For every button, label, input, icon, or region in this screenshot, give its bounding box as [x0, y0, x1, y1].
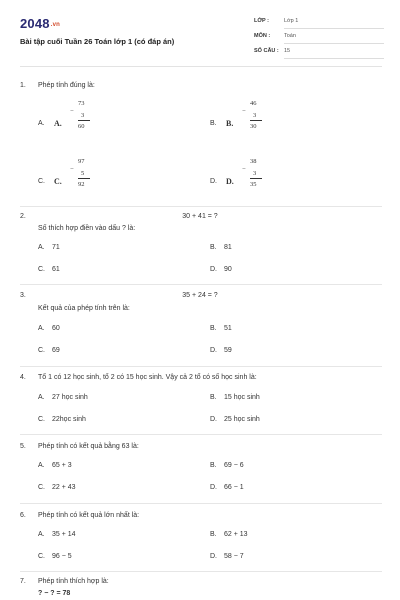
option-c[interactable]: [38, 553, 72, 560]
document-title: Bài tập cuối Tuần 26 Toán lớp 1 (có đáp án): [20, 37, 175, 46]
option-value: 22học sinh: [52, 416, 86, 423]
option-value: 96 − 5: [52, 553, 72, 560]
option-c[interactable]: [38, 266, 60, 273]
top-number: 73: [78, 100, 85, 107]
option-letter: D.: [210, 416, 217, 423]
option-d[interactable]: [210, 484, 244, 491]
option-b[interactable]: [210, 462, 244, 469]
question-expression: ? − ? = 78: [38, 590, 71, 597]
option-b[interactable]: [210, 244, 232, 251]
option-letter: A.: [38, 531, 45, 538]
option-value: 58 − 7: [224, 553, 244, 560]
question-count-field: [254, 46, 384, 58]
minus-sign: −: [242, 108, 246, 115]
question-number: 7.: [20, 578, 26, 585]
option-letter: C.: [38, 266, 45, 273]
option-value: 61: [52, 266, 60, 273]
option-value: 27 học sinh: [52, 394, 88, 401]
question-text: Kết quả của phép tính trên là:: [38, 305, 130, 312]
option-value: 69 − 6: [224, 462, 244, 469]
question-divider: [20, 366, 382, 367]
result-line: [78, 178, 90, 179]
option-letter: C.: [38, 347, 45, 354]
option-value: 81: [224, 244, 232, 251]
question-text: Phép tính có kết quả bằng 63 là:: [38, 443, 139, 450]
question-number: 2.: [20, 213, 26, 220]
question-text: Tổ 1 có 12 học sinh, tổ 2 có 15 học sinh. Vậy cả 2 tổ có số học sinh là:: [38, 374, 257, 381]
minus-sign: −: [242, 166, 246, 173]
question-expression: 35 + 24 = ?: [182, 292, 218, 299]
top-number: 46: [250, 100, 257, 107]
option-letter: B.: [210, 325, 217, 332]
option-letter: B.: [210, 394, 217, 401]
question-number: 5.: [20, 443, 26, 450]
logo-text: 2048: [20, 16, 50, 31]
option-letter: A.: [38, 244, 45, 251]
class-field: [254, 16, 384, 28]
option-b[interactable]: [210, 394, 260, 401]
top-number: 97: [78, 158, 85, 165]
option-value: 66 − 1: [224, 484, 244, 491]
option-c[interactable]: [38, 416, 86, 423]
option-value: 22 + 43: [52, 484, 76, 491]
middle-number: 3: [253, 170, 257, 177]
option-value: 51: [224, 325, 232, 332]
result-line: [78, 120, 90, 121]
question-number: 4.: [20, 374, 26, 381]
question-divider: [20, 284, 382, 285]
minus-sign: −: [70, 166, 74, 173]
option-label: A.: [54, 119, 62, 128]
option-letter: B.: [210, 120, 217, 127]
option-b[interactable]: [210, 325, 232, 332]
question-text: Số thích hợp điền vào dấu ? là:: [38, 225, 136, 232]
question-number: 6.: [20, 512, 26, 519]
header-divider: [20, 66, 382, 67]
result-line: [250, 120, 262, 121]
option-value: 15 học sinh: [224, 394, 260, 401]
option-a[interactable]: [38, 531, 76, 538]
option-d[interactable]: [210, 553, 244, 560]
option-c[interactable]: [38, 484, 76, 491]
middle-number: 3: [81, 112, 85, 119]
question-count-value: 15: [284, 46, 384, 59]
middle-number: 3: [253, 112, 257, 119]
middle-number: 5: [81, 170, 85, 177]
question-number: 1.: [20, 82, 26, 89]
option-letter: D.: [210, 484, 217, 491]
option-letter: C.: [38, 553, 45, 560]
question-count-label: SỐ CÂU :: [254, 48, 279, 54]
option-a[interactable]: [38, 244, 60, 251]
option-letter: B.: [210, 244, 217, 251]
question-text: Phép tính có kết quả lớn nhất là:: [38, 512, 140, 519]
result-number: 30: [250, 123, 257, 130]
option-a[interactable]: [38, 394, 88, 401]
minus-sign: −: [70, 108, 74, 115]
question-text: Phép tính đúng là:: [38, 82, 95, 89]
option-value: 71: [52, 244, 60, 251]
option-value: 90: [224, 266, 232, 273]
option-value: 69: [52, 347, 60, 354]
option-value: 62 + 13: [224, 531, 248, 538]
option-letter: A.: [38, 325, 45, 332]
question-divider: [20, 434, 382, 435]
option-letter: D.: [210, 553, 217, 560]
result-number: 60: [78, 123, 85, 130]
question-divider: [20, 206, 382, 207]
option-letter: C.: [38, 416, 45, 423]
option-value: 59: [224, 347, 232, 354]
subject-field: [254, 31, 384, 43]
option-c[interactable]: [38, 347, 60, 354]
option-letter: A.: [38, 394, 45, 401]
option-b[interactable]: [210, 531, 248, 538]
option-d[interactable]: [210, 416, 260, 423]
option-letter: A.: [38, 462, 45, 469]
result-line: [250, 178, 262, 179]
site-logo[interactable]: [20, 16, 60, 31]
option-letter: A.: [38, 120, 45, 127]
class-value: Lớp 1: [284, 16, 384, 29]
question-text: Phép tính thích hợp là:: [38, 578, 109, 585]
option-letter: C.: [38, 178, 45, 185]
class-label: LỚP :: [254, 18, 269, 24]
option-letter: D.: [210, 266, 217, 273]
option-letter: D.: [210, 178, 217, 185]
option-letter: B.: [210, 462, 217, 469]
option-label: D.: [226, 177, 234, 186]
top-number: 38: [250, 158, 257, 165]
option-d[interactable]: [210, 347, 232, 354]
option-a[interactable]: [38, 325, 60, 332]
subject-value: Toán: [284, 31, 384, 44]
option-value: 60: [52, 325, 60, 332]
question-number: 3.: [20, 292, 26, 299]
option-value: 65 + 3: [52, 462, 72, 469]
option-d[interactable]: [210, 266, 232, 273]
option-letter: C.: [38, 484, 45, 491]
option-label: C.: [54, 177, 62, 186]
logo-suffix: .vn: [50, 21, 61, 28]
option-letter: B.: [210, 531, 217, 538]
subject-label: MÔN :: [254, 33, 271, 39]
result-number: 35: [250, 181, 257, 188]
option-label: B.: [226, 119, 234, 128]
question-expression: 30 + 41 = ?: [182, 213, 218, 220]
question-divider: [20, 571, 382, 572]
result-number: 92: [78, 181, 85, 188]
option-letter: D.: [210, 347, 217, 354]
option-a[interactable]: [38, 462, 72, 469]
option-value: 35 + 14: [52, 531, 76, 538]
question-divider: [20, 503, 382, 504]
option-value: 25 học sinh: [224, 416, 260, 423]
